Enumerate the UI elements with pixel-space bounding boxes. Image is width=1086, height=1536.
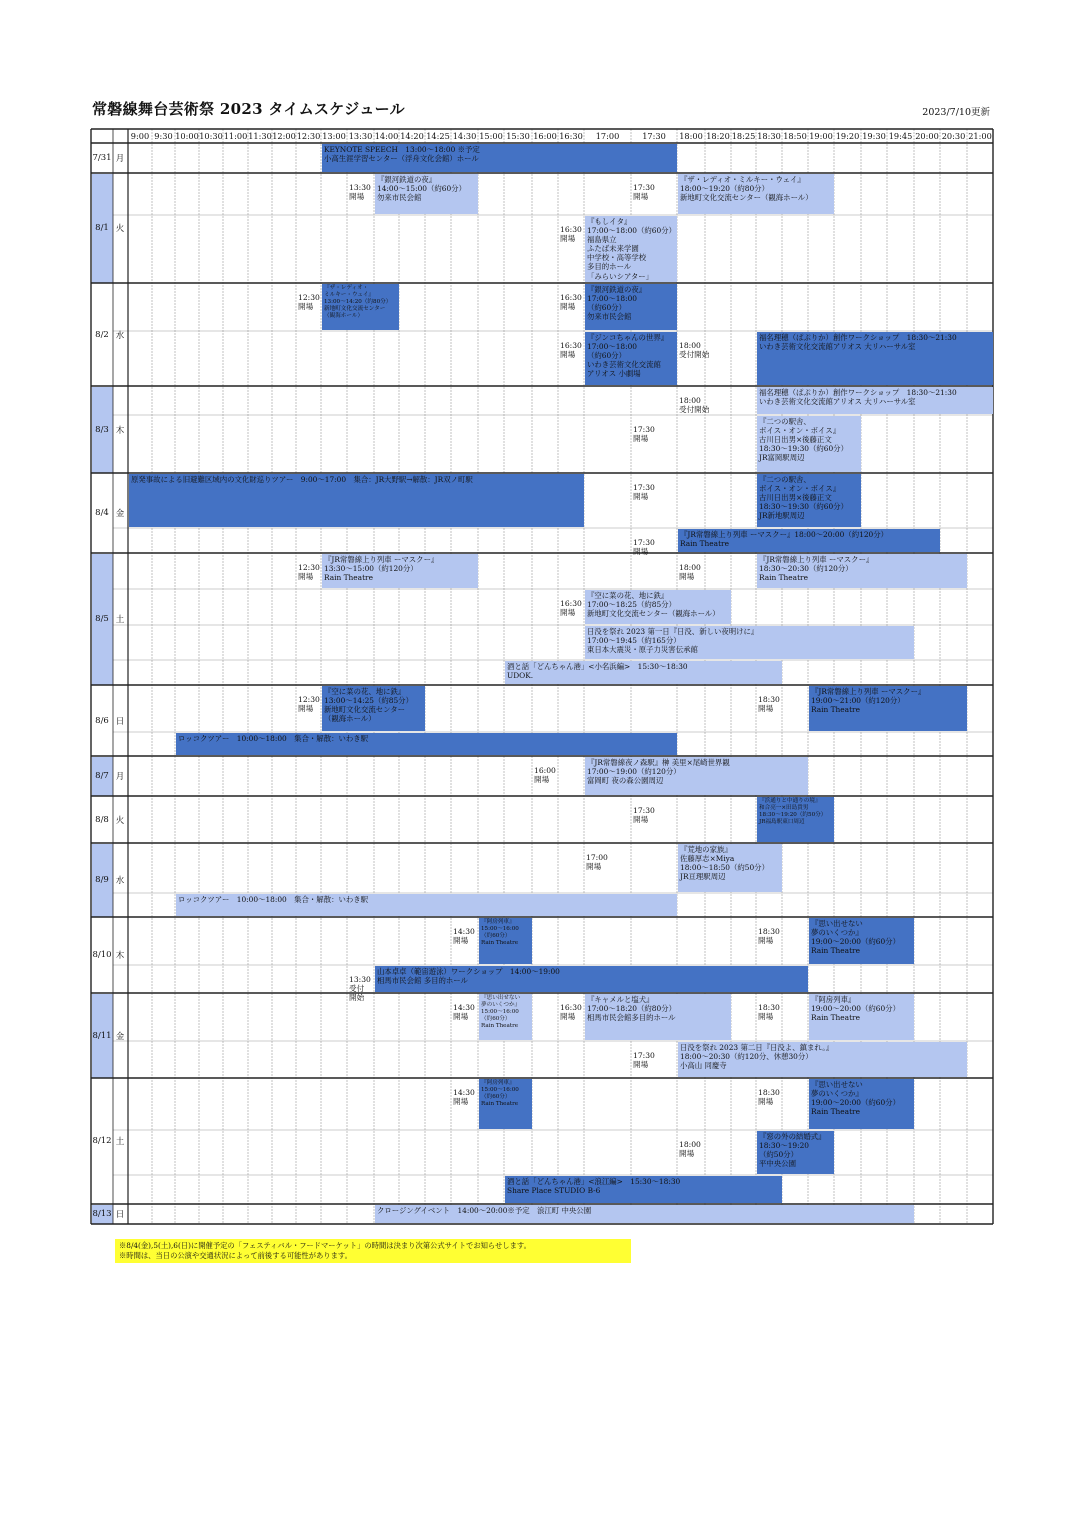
event-block[interactable]: 『浜通りと中通りの境』 和合亮一×田島貴男 18:30〜19:20（約50分） JR福島駅東口周辺 <box>757 797 834 842</box>
open-time-label: 14:30 開場 <box>453 1088 475 1107</box>
day-date: 8/1 <box>95 223 109 233</box>
open-time-label: 18:30 開場 <box>758 695 780 714</box>
day-of-week: 水 <box>115 876 125 886</box>
time-header: 19:00 <box>809 131 833 141</box>
event-block[interactable]: KEYNOTE SPEECH 13:00〜18:00 ※予定 小高生涯学習センター（浮舟文化会館）ホール <box>322 144 677 172</box>
event-block[interactable]: 酒と話「どんちゃん港」<浪江編> 15:30〜18:30 Share Place STUDIO B-6 <box>505 1176 782 1203</box>
footnote-line-2: ※時間は、当日の公演や交通状況によって前後する可能性があります。 <box>119 1251 352 1260</box>
event-block[interactable]: 『JR常磐線上り列車 ーマスクー』 18:30〜20:30（約120分） Rain Theatre <box>757 554 967 588</box>
event-block[interactable]: 福名理穂（ぱぷりか）創作ワークショップ 18:30〜21:30 いわき芸術文化交流館アリオス 大リハーサル室 <box>757 332 993 385</box>
open-time-label: 16:00 開場 <box>534 766 556 785</box>
day-date: 8/6 <box>95 715 109 726</box>
event-block[interactable]: 『阿房列車』 15:00〜16:00 （約60分） Rain Theatre <box>479 1079 532 1129</box>
time-header: 13:00 <box>322 131 346 141</box>
event-block[interactable]: 『キャメルと塩犬』 17:00〜18:20（約80分） 相馬市民会館多目的ホール <box>585 994 731 1040</box>
open-time-label: 18:00 受付開始 <box>679 396 710 415</box>
time-header: 9:00 <box>130 131 150 141</box>
open-time-label: 16:30 開場 <box>560 341 582 360</box>
time-header: 17:00 <box>595 131 620 141</box>
day-of-week: 土 <box>115 615 125 625</box>
time-header: 12:00 <box>272 131 296 141</box>
open-time-label: 18:30 開場 <box>758 1088 780 1107</box>
open-time-label: 18:00 開場 <box>679 563 701 582</box>
footnote-line-1: ※8/4(金),5(土),6(日)に開催予定の「フェスティバル・フードマーケット」の時間は決まり次第公式サイトでお知らせします。 <box>119 1241 531 1250</box>
time-header: 20:30 <box>941 131 966 141</box>
open-time-label: 18:00 開場 <box>679 1140 701 1159</box>
open-time-label: 16:30 開場 <box>560 293 582 312</box>
updated-date: 2023/7/10更新 <box>922 107 990 118</box>
time-header: 15:00 <box>479 131 503 141</box>
time-header: 16:30 <box>559 131 583 141</box>
day-of-week: 月 <box>115 154 125 164</box>
time-header: 18:00 <box>679 131 703 141</box>
day-date: 8/8 <box>95 814 109 825</box>
time-header: 16:00 <box>533 131 557 141</box>
open-time-label: 17:00 開場 <box>586 853 608 872</box>
time-header: 12:30 <box>296 131 321 141</box>
event-block[interactable]: 『思い出せない 夢のいくつか』 15:00〜16:00 （約60分） Rain Theatre <box>479 994 532 1040</box>
open-time-label: 17:30 開場 <box>633 483 655 502</box>
event-block[interactable]: 『荒地の家族』 佐藤厚志×Miya 18:00〜18:50（約50分） JR亘理駅周辺 <box>678 844 782 892</box>
time-header: 9:30 <box>154 131 173 141</box>
time-header: 19:20 <box>835 131 860 141</box>
event-block[interactable]: 『阿房列車』 15:00〜16:00 （約60分） Rain Theatre <box>479 918 532 964</box>
time-header: 13:30 <box>348 131 373 141</box>
day-of-week: 水 <box>115 330 125 341</box>
event-block[interactable]: 『空に菜の花、地に鉄』 13:00〜14:25（約85分） 新地町文化交流センター （観海ホール） <box>322 686 425 731</box>
event-block[interactable]: 『ジンコちゃんの世界』 17:00〜18:00 （約60分） いわき芸術文化交流館 アリオス 小劇場 <box>585 332 677 385</box>
day-date: 8/10 <box>92 950 112 960</box>
day-date: 8/12 <box>92 1136 112 1146</box>
time-header: 20:00 <box>915 131 939 141</box>
day-date: 8/7 <box>95 771 109 781</box>
event-block[interactable]: ロッコクツアー 10:00〜18:00 集合・解散：いわき駅 <box>176 894 677 916</box>
day-of-week: 月 <box>115 772 125 782</box>
day-date: 7/31 <box>92 153 112 163</box>
day-of-week: 木 <box>115 951 125 961</box>
time-header: 18:20 <box>706 131 730 141</box>
open-time-label: 12:30 開場 <box>298 563 320 582</box>
day-date: 8/9 <box>95 875 109 885</box>
day-of-week: 火 <box>115 815 125 826</box>
time-header: 14:20 <box>400 131 424 141</box>
page-title: 常磐線舞台芸術祭 2023 タイムスケジュール <box>92 100 405 118</box>
time-header: 19:45 <box>888 131 913 141</box>
open-time-label: 16:30 開場 <box>560 225 582 244</box>
event-block[interactable]: 福名理穂（ぱぷりか）創作ワークショップ 18:30〜21:30 いわき芸術文化交流館アリオス 大リハーサル室 <box>757 387 993 414</box>
day-of-week: 火 <box>115 224 125 234</box>
open-time-label: 16:30 開場 <box>560 1003 582 1022</box>
event-block[interactable]: 『銀河鉄道の夜』 17:00〜18:00 （約60分） 勿来市民会館 <box>585 284 677 330</box>
open-time-label: 14:30 開場 <box>453 1003 475 1022</box>
event-block[interactable]: 『銀河鉄道の夜』 14:00〜15:00（約60分） 勿来市民会館 <box>375 174 478 214</box>
event-block[interactable]: 『JR常磐線夜ノ森駅』榊 美里×尾崎世界観 17:00〜19:00（約120分） 富岡町 夜の森公園周辺 <box>585 757 808 795</box>
open-time-label: 12:30 開場 <box>298 293 320 312</box>
footnote <box>115 1239 631 1263</box>
day-date: 8/11 <box>92 1030 112 1041</box>
event-block[interactable]: ロッコクツアー 10:00〜18:00 集合・解散：いわき駅 <box>176 733 677 755</box>
day-date: 8/4 <box>95 508 109 518</box>
time-header: 10:30 <box>199 131 223 141</box>
open-time-label: 18:30 開場 <box>758 927 780 946</box>
event-block[interactable]: 『思い出せない 夢のいくつか』 19:00〜20:00（約60分） Rain Theatre <box>809 918 914 964</box>
event-block[interactable]: 日没を祭れ 2023 第二日『日没よ、鎮まれ。』 18:00〜20:30（約120分、休憩30分） 小高山 同慶寺 <box>678 1042 967 1077</box>
open-time-label: 16:30 開場 <box>560 599 582 618</box>
event-block[interactable]: 『ザ・レディオ・ミルキー・ウェイ』 18:00〜19:20（約80分） 新地町文化交流センター（観海ホール） <box>678 174 834 214</box>
event-block[interactable]: 『空に菜の花、地に鉄』 17:00〜18:25（約85分） 新地町文化交流センター（観海ホール） <box>585 590 731 624</box>
time-header: 18:30 <box>757 131 781 141</box>
event-block[interactable]: 『思い出せない 夢のいくつか』 19:00〜20:00（約60分） Rain Theatre <box>809 1079 914 1129</box>
open-time-label: 18:30 開場 <box>758 1003 780 1022</box>
time-header: 21:00 <box>968 131 992 141</box>
time-header: 11:00 <box>223 131 248 141</box>
open-time-label: 17:30 開場 <box>633 806 655 825</box>
day-of-week: 木 <box>115 425 125 436</box>
open-time-label: 14:30 開場 <box>453 927 475 946</box>
open-time-label: 18:00 受付開始 <box>679 341 710 360</box>
day-date: 8/5 <box>95 614 109 624</box>
event-block[interactable]: 『JR常磐線上り列車 ーマスクー』 13:30〜15:00（約120分） Rain Theatre <box>322 554 478 588</box>
event-block[interactable]: 『二つの駅舎、 ボイス・オン・ボイス』 古川日出男×後藤正文 18:30〜19:30（約60分） JR富岡駅周辺 <box>757 416 861 472</box>
day-of-week: 金 <box>115 509 125 519</box>
time-header: 18:25 <box>731 131 756 141</box>
event-block[interactable]: 原発事故による旧避難区域内の文化財巡りツアー 9:00〜17:00 集合：JR大野駅→解散：JR双ノ町駅 <box>129 474 584 527</box>
day-of-week: 日 <box>115 1210 125 1220</box>
open-time-label: 17:30 開場 <box>633 425 655 444</box>
open-time-label: 13:30 受付 開始 <box>349 975 371 1003</box>
time-header: 19:30 <box>862 131 886 141</box>
time-header: 14:00 <box>374 131 399 141</box>
open-time-label: 17:30 開場 <box>633 183 655 202</box>
day-of-week: 土 <box>115 1137 125 1147</box>
event-block[interactable]: 日没を祭れ 2023 第一日『日没、新しい夜明けに』 17:00〜19:45（約165分） 東日本大震災・原子力災害伝承館 <box>585 626 914 659</box>
day-date: 8/13 <box>92 1209 112 1219</box>
event-block[interactable]: 『もしイタ』 17:00〜18:00（約60分） 福島県立 ふたば未来学園 中学校・高等学校 多目的ホール 「みらいシアター」 <box>587 217 676 281</box>
time-header: 17:30 <box>642 131 666 141</box>
event-block[interactable]: クロージングイベント 14:00〜20:00※予定 浪江町 中央公園 <box>375 1205 914 1223</box>
day-of-week: 日 <box>115 716 125 727</box>
event-block[interactable]: 『JR常磐線上り列車 ーマスクー』18:00〜20:00（約120分） Rain Theatre <box>678 529 940 552</box>
day-date: 8/2 <box>95 329 109 340</box>
time-header: 11:30 <box>248 131 272 141</box>
day-of-week: 金 <box>115 1031 125 1042</box>
time-header: 14:30 <box>452 131 477 141</box>
event-block[interactable]: 『JR常磐線上り列車 ーマスクー』 19:00〜21:00（約120分） Rain Theatre <box>809 686 967 731</box>
open-time-label: 17:30 開場 <box>633 1051 655 1070</box>
open-time-label: 13:30 開場 <box>349 183 371 202</box>
event-block[interactable]: 山本卓卓（範宙遊泳）ワークショップ 14:00〜19:00 相馬市民会館 多目的ホール <box>375 966 808 992</box>
event-block[interactable]: 酒と話「どんちゃん港」<小名浜編> 15:30〜18:30 UDOK. <box>505 661 782 684</box>
open-time-label: 12:30 開場 <box>298 695 320 714</box>
event-block[interactable]: 『阿房列車』 19:00〜20:00（約60分） Rain Theatre <box>809 994 914 1040</box>
time-header: 15:30 <box>506 131 530 141</box>
time-header: 14:25 <box>426 131 450 141</box>
event-block[interactable]: 『二つの駅舎、 ボイス・オン・ボイス』 古川日出男×後藤正文 18:30〜19:30（約60分） JR新地駅周辺 <box>757 474 861 527</box>
open-time-label: 17:30 開場 <box>633 538 655 557</box>
time-header: 18:50 <box>783 131 807 141</box>
event-block[interactable]: 『窓の外の結婚式』 18:30〜19:20 （約50分） 平中央公園 <box>757 1131 834 1174</box>
event-block[interactable]: 『ザ・レディオ・ ミルキー・ウェイ』 13:00〜14:20（約80分） 新地町文化交流センター （観海ホール） <box>322 284 399 330</box>
day-date: 8/3 <box>95 424 109 435</box>
time-header: 10:00 <box>175 131 199 141</box>
